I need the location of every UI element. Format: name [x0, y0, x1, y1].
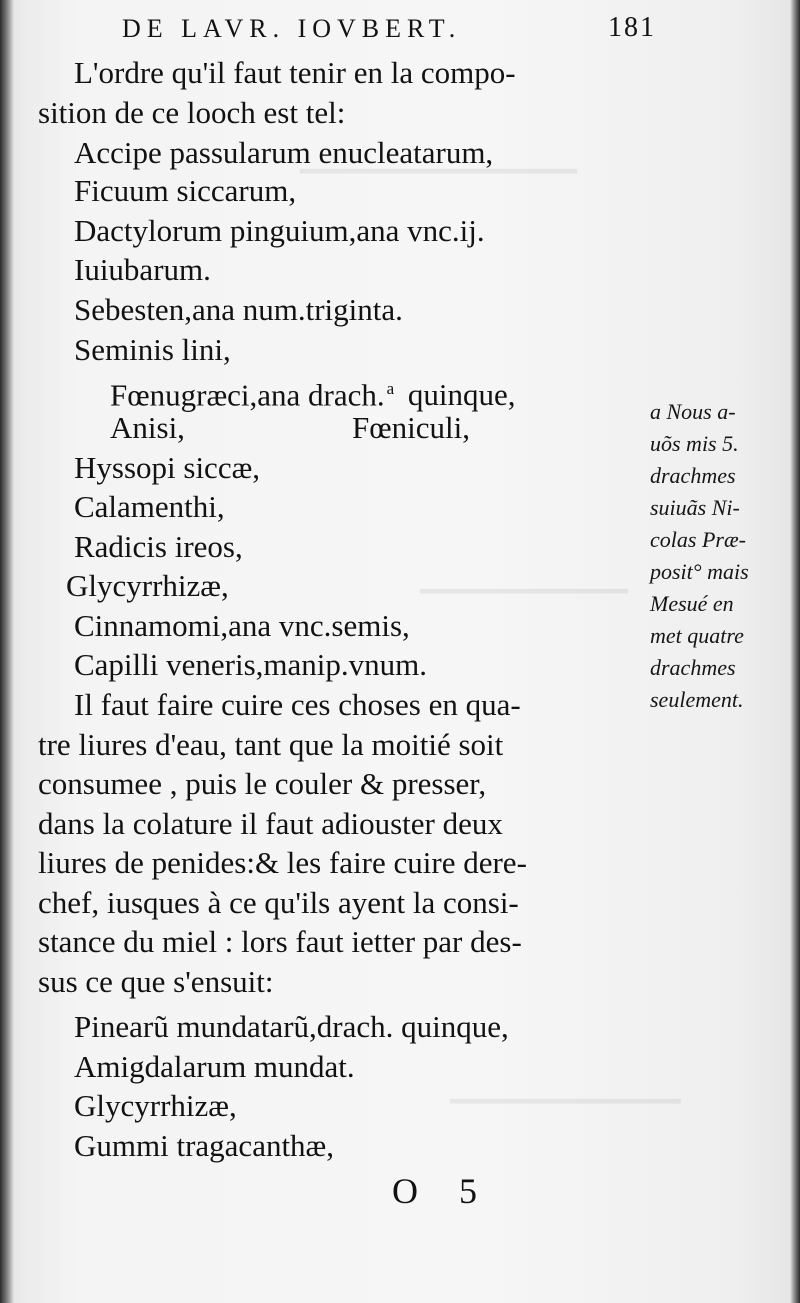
bleed-through-texture: ▔▔▔▔▔▔▔▔▔	[420, 591, 628, 624]
marginal-note-line: uõs mis 5.	[650, 431, 739, 456]
text-line: Hyssopi siccæ,	[74, 450, 260, 485]
text-segment: Fœnugræci,ana drach.	[110, 377, 385, 413]
text-line	[110, 410, 470, 445]
text-line: consumee , puis le couler & presser,	[38, 766, 487, 801]
text-line: Glycyrrhizæ,	[74, 1088, 237, 1123]
text-line: Sebesten,ana num.triginta.	[74, 292, 403, 327]
text-line: Iuiubarum.	[74, 252, 211, 287]
text-line: tre liures d'eau, tant que la moitié soit	[38, 727, 504, 762]
text-line: L'ordre qu'il faut tenir en la compo-	[74, 55, 516, 90]
text-line: Dactylorum pinguium,ana vnc.ij.	[74, 213, 485, 248]
marginal-note-line: posit° mais	[650, 559, 749, 584]
text-line: Il faut faire cuire ces choses en qua-	[74, 687, 521, 722]
running-head: DE LAVR. IOVBERT.	[122, 14, 462, 43]
bleed-through-texture: ▔▔▔▔▔▔▔▔▔▔	[450, 1101, 681, 1134]
marginal-note-line: drachmes	[650, 655, 736, 680]
text-line: Pinearũ mundatarũ,drach. quinque,	[74, 1009, 509, 1044]
text-segment: Fœniculi,	[352, 410, 470, 445]
page-number: 181	[608, 12, 656, 43]
marginal-note-line: met quatre	[650, 623, 744, 648]
text-line: Amigdalarum mundat.	[74, 1049, 355, 1084]
bleed-through-texture: ▔▔▔▔▔▔▔▔▔▔▔▔	[300, 171, 577, 204]
text-segment: Anisi,	[110, 410, 185, 445]
text-line	[110, 372, 516, 412]
signature-mark: O 5	[392, 1171, 493, 1211]
text-line: Accipe passularum enucleatarum,	[74, 135, 494, 170]
text-line: chef, iusques à ce qu'ils ayent la consi-	[38, 885, 519, 920]
marginal-note	[650, 396, 790, 716]
page-header	[122, 10, 662, 50]
text-line: Calamenthi,	[74, 489, 225, 524]
text-line: Ficuum siccarum,	[74, 173, 297, 208]
marginal-note-line: suiuãs Ni-	[650, 495, 740, 520]
text-line: stance du miel : lors faut ietter par des-	[38, 924, 522, 959]
text-line: sition de ce looch est tel:	[38, 95, 346, 130]
text-line: Capilli veneris,manip.vnum.	[74, 647, 428, 682]
marginal-note-line: seulement.	[650, 687, 744, 712]
text-line: Gummi tragacanthæ,	[74, 1128, 334, 1163]
marginal-note-line: colas Præ-	[650, 527, 746, 552]
page-left-edge-shadow	[0, 0, 14, 1303]
marginal-note-line: drachmes	[650, 463, 736, 488]
text-line: Glycyrrhizæ,	[66, 568, 229, 603]
text-line: Radicis ireos,	[74, 529, 243, 564]
text-line: liures de penides:& les faire cuire dere-	[38, 845, 527, 880]
text-line: Cinnamomi,ana vnc.semis,	[74, 608, 410, 643]
text-line: dans la colature il faut adiouster deux	[38, 806, 503, 841]
footnote-marker: a	[386, 379, 395, 398]
marginal-note-line: Mesué en	[650, 591, 734, 616]
marginal-note-line: a Nous a-	[650, 399, 736, 424]
page-right-edge-shadow	[790, 0, 800, 1303]
text-line: Seminis lini,	[74, 332, 231, 367]
text-segment: quinque,	[407, 377, 516, 413]
text-line: sus ce que s'ensuit:	[38, 964, 274, 999]
